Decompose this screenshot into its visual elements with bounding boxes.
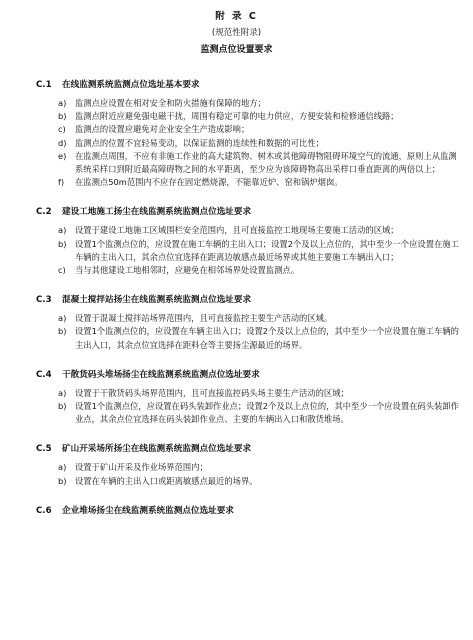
item-marker: c) [58, 124, 66, 135]
item-list [36, 461, 461, 487]
section-number: C.2 [36, 207, 52, 218]
item-list [36, 312, 461, 352]
sections-container [36, 79, 461, 517]
section-title: 干散货码头堆场扬尘在线监测系统监测点位选址要求 [62, 369, 260, 380]
item-marker: b) [58, 401, 67, 412]
list-item [58, 325, 461, 351]
section-c-6 [36, 505, 461, 517]
item-marker: d) [58, 137, 67, 148]
item-text: 在监测点50m范围内不应存在固定燃烧源，不能靠近炉、窑和锅炉烟囱。 [75, 177, 343, 188]
section-heading [36, 505, 461, 517]
list-item [58, 176, 461, 189]
list-item [58, 400, 461, 426]
section-title: 混凝土搅拌站扬尘在线监测系统监测点位选址要求 [62, 295, 252, 306]
appendix-nature: (规范性附录) [211, 28, 262, 38]
item-marker: a) [58, 387, 67, 398]
item-marker: e) [58, 150, 67, 161]
item-marker: b) [58, 238, 67, 249]
item-text: 设置1个监测点位的，应设置在施工车辆的主出入口；设置2个及以上点位的，其中至少一个应设置在施工车辆的主出入口，其余点位宜选择在距离边敏感点最近场界或其他主要施工车辆出入口； [75, 238, 459, 262]
list-item [58, 97, 461, 110]
item-marker: a) [58, 313, 67, 324]
list-item [58, 150, 461, 176]
item-marker: a) [58, 225, 67, 236]
section-c-2 [36, 206, 461, 277]
item-text: 监测点的位置不宜轻易变动，以保证监测的连续性和数据的可比性； [75, 137, 324, 148]
section-heading [36, 369, 461, 381]
appendix-label: 附 录 C [215, 11, 258, 22]
item-marker: b) [58, 475, 67, 486]
list-item [58, 475, 461, 488]
section-c-1 [36, 79, 461, 189]
section-title: 建设工地施工扬尘在线监测系统监测点位选址要求 [62, 207, 252, 218]
item-text: 设置1个监测点位的，应设置在车辆主出入口；设置2个及以上点位的，其中至少一个应设置在施工车辆的主出入口，其余点位宜选择在距料仓等主要扬尘源最近的场界。 [75, 326, 459, 350]
section-number: C.5 [36, 444, 52, 455]
item-text: 设置于矿山开采及作业场界范围内； [75, 462, 208, 473]
item-text: 设置于建设工地施工区域围栏安全范围内，且可直接监控工地现场主要施工活动的区域； [75, 225, 399, 236]
item-marker: f) [58, 177, 65, 188]
appendix-header [12, 8, 461, 55]
section-number: C.1 [36, 80, 52, 90]
item-marker: b) [58, 111, 67, 122]
item-text: 监测点的设置应避免对企业安全生产造成影响； [75, 124, 250, 135]
item-marker: b) [58, 326, 67, 337]
list-item [58, 123, 461, 136]
item-list [36, 97, 461, 189]
section-number: C.6 [36, 505, 52, 516]
section-c-3 [36, 294, 461, 352]
list-item [58, 238, 461, 264]
section-number: C.3 [36, 295, 52, 306]
section-heading [36, 443, 461, 455]
item-text: 设置于混凝土搅拌站场界范围内，且可直接监控主要生产活动的区域。 [75, 313, 333, 324]
list-item [58, 461, 461, 474]
item-text: 在监测点周围，不应有非施工作业的高大建筑物、树木或其他障碍物阻碍环境空气的流通，原则上从监测系统采样口到附近最高障碍物之间的水平距离，至少应为该障碍物高出采样口垂直距离的两倍以上； [75, 150, 457, 175]
section-c-5 [36, 443, 461, 487]
item-list [36, 387, 461, 427]
section-title: 矿山开采场所扬尘在线监测系统监测点位选址要求 [62, 444, 252, 455]
section-title: 企业堆场扬尘在线监测系统监测点位选址要求 [62, 505, 234, 516]
section-heading [36, 79, 461, 91]
list-item [58, 387, 461, 400]
list-item [58, 312, 461, 325]
section-c-4 [36, 369, 461, 427]
appendix-title: 监测点位设置要求 [200, 45, 273, 55]
item-list [36, 224, 461, 277]
item-text: 设置在车辆的主出入口或距离敏感点最近的场界。 [75, 475, 258, 486]
section-title: 在线监测系统监测点位选址基本要求 [62, 80, 200, 90]
item-text: 设置1个监测点位，应设置在码头装卸作业点；设置2个及以上点位的，其中至少一个应设置在码头装卸作业点，其余点位宜选择在码头装卸作业点、主要的车辆出入口和散货堆场。 [75, 401, 459, 425]
list-item [58, 137, 461, 150]
section-heading [36, 294, 461, 306]
item-marker: c) [58, 265, 66, 276]
item-text: 监测点应设置在相对安全和防火措施有保障的地方； [75, 98, 266, 108]
item-marker: a) [58, 98, 67, 108]
item-marker: a) [58, 462, 67, 473]
list-item [58, 224, 461, 237]
item-text: 当与其他建设工地相邻时，应避免在相邻场界处设置监测点。 [75, 265, 300, 276]
section-number: C.4 [36, 369, 52, 380]
item-text: 监测点附近应避免强电磁干扰，周围有稳定可靠的电力供应，方便安装和检修通信线路； [75, 111, 399, 122]
list-item [58, 264, 461, 277]
item-text: 设置于干散货码头场界范围内，且可直接监控码头场主要生产活动的区域； [75, 387, 349, 398]
list-item [58, 110, 461, 123]
section-heading [36, 206, 461, 218]
